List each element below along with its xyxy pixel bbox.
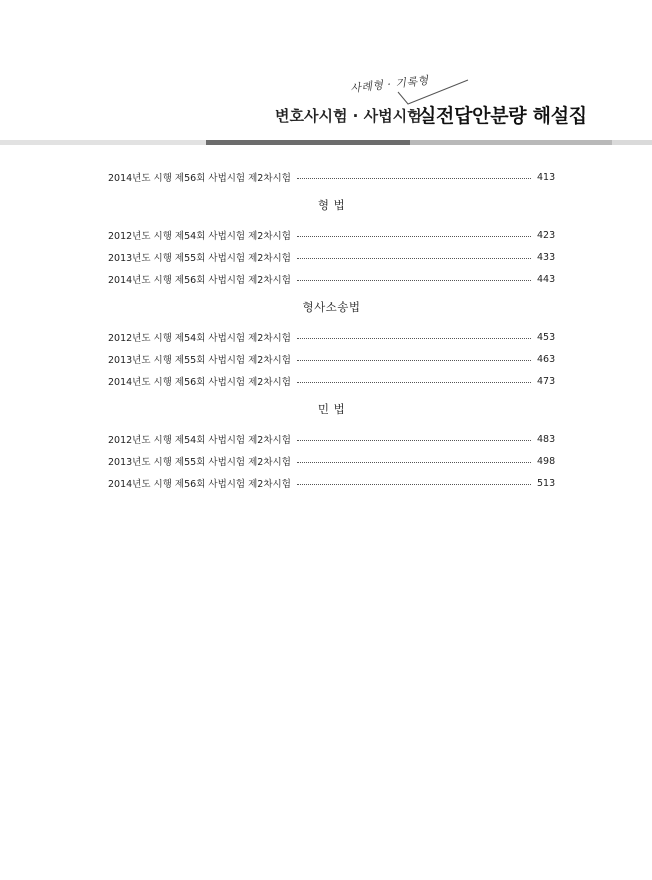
toc-entry[interactable] [108, 472, 555, 494]
table-of-contents [108, 166, 555, 494]
toc-entry-label: 2014년도 시행 제56회 사법시험 제2차시험 [108, 275, 291, 286]
toc-entry-label: 2013년도 시행 제55회 사법시험 제2차시험 [108, 355, 291, 366]
dot-leader [297, 382, 531, 383]
toc-page-number: 483 [537, 433, 556, 445]
toc-entry[interactable] [108, 166, 555, 188]
toc-section-title: 형 법 [317, 198, 346, 212]
toc-entry-label: 2012년도 시행 제54회 사법시험 제2차시험 [108, 231, 291, 242]
toc-page-number: 413 [537, 171, 556, 183]
toc-page-number: 513 [537, 477, 556, 489]
header-bar-segment [206, 140, 410, 145]
toc-entry-label: 2013년도 시행 제55회 사법시험 제2차시험 [108, 253, 291, 264]
toc-entry-label: 2013년도 시행 제55회 사법시험 제2차시험 [108, 457, 291, 468]
toc-entry-label: 2012년도 시행 제54회 사법시험 제2차시험 [108, 333, 291, 344]
book-title: 실전답안분량 해설집 [418, 105, 587, 127]
toc-page-number: 453 [537, 331, 556, 343]
toc-page-number: 443 [537, 273, 556, 285]
dot-leader [297, 360, 531, 361]
header-bar-segment [410, 140, 612, 145]
toc-entry[interactable] [108, 224, 555, 246]
toc-entry[interactable] [108, 450, 555, 472]
toc-entry-label: 2014년도 시행 제56회 사법시험 제2차시험 [108, 479, 291, 490]
toc-entry[interactable] [108, 348, 555, 370]
toc-entry[interactable] [108, 326, 555, 348]
dot-leader [297, 258, 531, 259]
toc-entry[interactable] [108, 428, 555, 450]
toc-entry[interactable] [108, 246, 555, 268]
toc-page-number: 463 [537, 353, 556, 365]
book-series-title: 변호사시험 · 사법시험 [275, 107, 422, 125]
toc-page-number: 498 [537, 455, 556, 467]
dot-leader [297, 178, 531, 179]
toc-section-title: 민 법 [317, 402, 346, 416]
dot-leader [297, 338, 531, 339]
toc-entry[interactable] [108, 370, 555, 392]
dot-leader [297, 440, 531, 441]
page-header [0, 0, 652, 150]
toc-entry-label: 2014년도 시행 제56회 사법시험 제2차시험 [108, 377, 291, 388]
dot-leader [297, 484, 531, 485]
toc-page-number: 433 [537, 251, 556, 263]
handwritten-subtitle: 사례형 · 기록형 [349, 73, 430, 96]
toc-entry[interactable] [108, 268, 555, 290]
header-bar-segment [612, 140, 652, 145]
toc-section-title: 형사소송법 [302, 300, 361, 314]
dot-leader [297, 462, 531, 463]
toc-entry-label: 2012년도 시행 제54회 사법시험 제2차시험 [108, 435, 291, 446]
header-bar-segment [0, 140, 206, 145]
dot-leader [297, 280, 531, 281]
toc-entry-label: 2014년도 시행 제56회 사법시험 제2차시험 [108, 173, 291, 184]
dot-leader [297, 236, 531, 237]
toc-page-number: 423 [537, 229, 556, 241]
toc-page-number: 473 [537, 375, 556, 387]
